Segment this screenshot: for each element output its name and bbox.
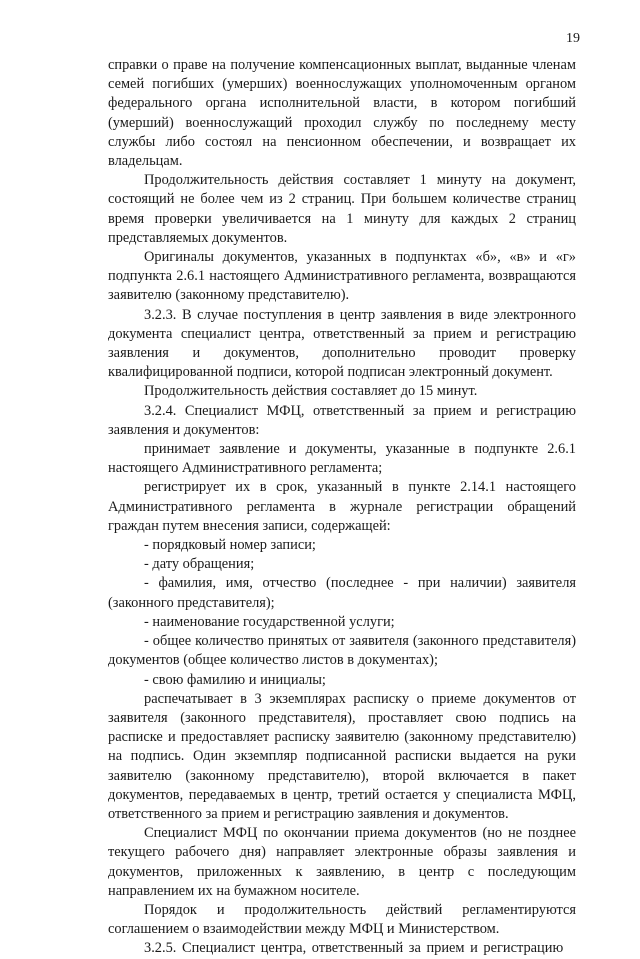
paragraph-mfc-sends-images: Специалист МФЦ по окончании приема документов (но не позднее текущего рабочего дня) направляет электронные образы заявления и документов, приложенных к заявлению, в центр с последующим направлением их на бумажном носителе. (108, 825, 576, 899)
paragraph-registers-documents: регистрирует их в срок, указанный в пункте 2.14.1 настоящего Административного регламента в журнале регистрации обращений граждан путем внесения записи, содержащей: (108, 479, 576, 534)
paragraph-duration-15-min: Продолжительность действия составляет до 15 минут. (144, 383, 478, 400)
page-number: 19 (566, 31, 580, 46)
paragraph-duration-check: Продолжительность действия составляет 1 минуту на документ, состоящий не более чем из 2 страниц. При большем количестве страниц время проверки увеличивается на 1 минуту для каждых 2 страниц представляемых документов. (108, 172, 576, 246)
paragraph-compensation-certificates: справки о праве на получение компенсационных выплат, выданные членам семей погибших (умерших) военнослужащих уполномоченным органом федерального органа исполнительной власти, в котором погибший (умерший) военнослужащий проходил службу по последнему месту службы либо состоял на пенсионном обеспечении, и возвращает их владельцам. (108, 57, 576, 170)
paragraph-agreement: Порядок и продолжительность действий регламентируются соглашением о взаимодействии между МФЦ и Министерством. (108, 901, 576, 938)
paragraph-prints-receipt: распечатывает в 3 экземплярах расписку о приеме документов от заявителя (законного представителя), проставляет свою подпись на расписке и предоставляет расписку заявителю (законному представителю) на подпись. Один экземпляр подписанной расписки выдается на руки заявителю (законному представителю), второй включается в пакет документов, передаваемых в центр, третий остается у специалиста МФЦ, ответственного за прием и регистрацию заявления и документов. (108, 690, 576, 822)
list-item-service-name: - наименование государственной услуги; (144, 613, 395, 630)
paragraph-3-2-5: 3.2.5. Специалист центра, ответственный за прием и регистрацию (144, 940, 564, 957)
list-item-own-name: - свою фамилию и инициалы; (144, 671, 326, 688)
list-item-document-count: - общее количество принятых от заявителя (законного представителя) документов (общее количество листов в документах); (108, 633, 576, 669)
paragraph-3-2-3: 3.2.3. В случае поступления в центр заявления в виде электронного документа специалист центра, ответственный за прием и регистрацию заявления и документов, дополнительно проводит проверку квалифицированной подписи, которой подписан электронный документ. (108, 306, 576, 381)
document-body (108, 56, 576, 959)
paragraph-accepts-documents: принимает заявление и документы, указанные в подпункте 2.6.1 настоящего Административного регламента; (108, 441, 576, 477)
list-item-full-name: - фамилия, имя, отчество (последнее - при наличии) заявителя (законного представителя); (108, 575, 576, 611)
list-item-record-number: - порядковый номер записи; (144, 537, 316, 554)
paragraph-3-2-4: 3.2.4. Специалист МФЦ, ответственный за прием и регистрацию заявления и документов: (108, 402, 576, 438)
list-item-date: - дату обращения; (144, 556, 255, 573)
paragraph-originals-returned: Оригиналы документов, указанных в подпунктах «б», «в» и «г» подпункта 2.6.1 настоящего Административного регламента, возвращаются заявителю (законному представителю). (108, 249, 576, 304)
